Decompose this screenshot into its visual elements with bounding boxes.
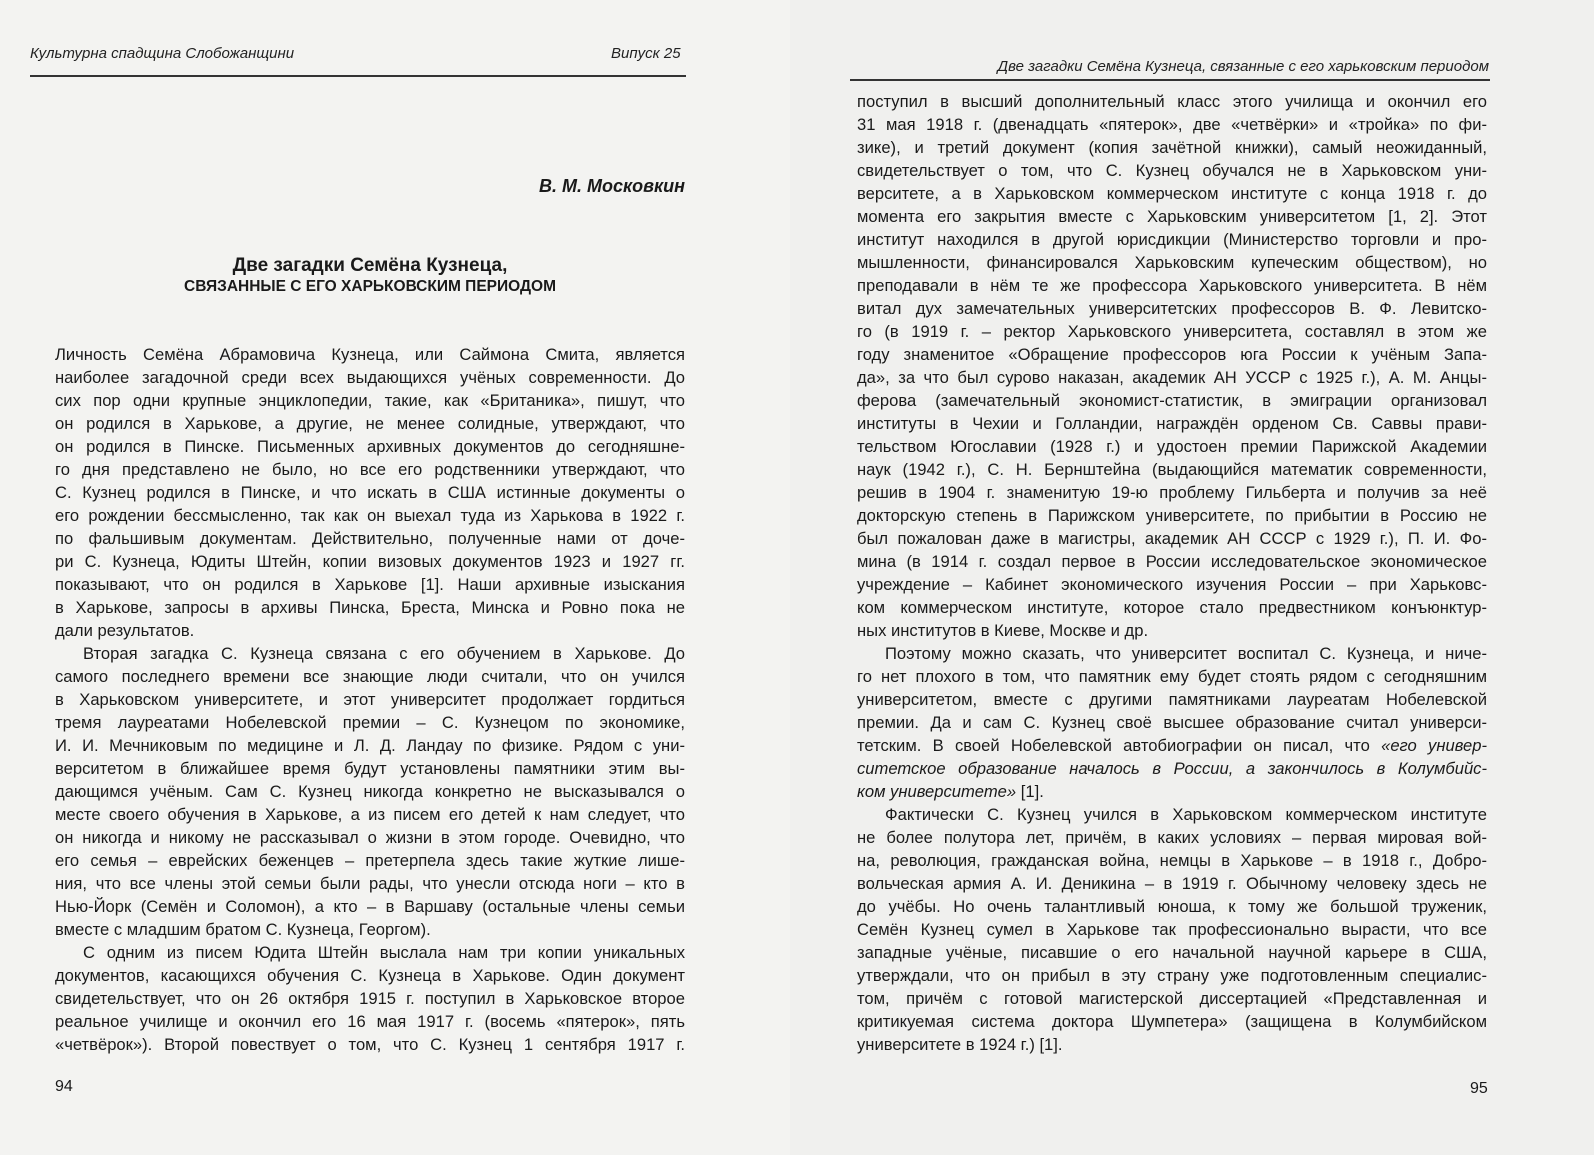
text-line: документов, касающихся обучения С. Кузнеца в Харькове. Один документ bbox=[55, 966, 685, 985]
text-line: ния, что все члены этой семьи были рады, что унесли отсюда ноги – кто в bbox=[55, 874, 685, 893]
text-line: самого последнего времени все знающие люди считали, что он учился bbox=[55, 667, 685, 686]
text-line: году знаменитое «Обращение профессоров юга России к учёным Запа- bbox=[857, 345, 1487, 364]
running-head: Культурна спадщина Слобожанщини bbox=[30, 45, 295, 62]
text-line: решив в 1904 г. знаменитую 19-ю проблему Гильберта и получив за неё bbox=[857, 483, 1487, 502]
text-line: по фальшивым документам. Действительно, полученные нами от доче- bbox=[55, 529, 685, 548]
running-head: Две загадки Семёна Кузнеца, связанные с его харьковским периодом bbox=[997, 58, 1489, 75]
text-line: мышленности, финансировался Харьковским купеческим обществом), но bbox=[857, 253, 1487, 272]
paragraph bbox=[55, 941, 685, 1056]
text-line: показывают, что он родился в Харькове [1]. Наши архивные изыскания bbox=[55, 575, 685, 594]
page-number: 94 bbox=[55, 1078, 73, 1095]
text-line: 31 мая 1918 г. (двенадцать «пятерок», две «четвёрки» и «тройка» по фи- bbox=[857, 115, 1487, 134]
text-line: преподавали в нём те же профессора Харьковского университета. В нём bbox=[857, 276, 1487, 295]
text-line: докторскую степень в Парижском университете, по прибытии в Россию не bbox=[857, 506, 1487, 525]
text-line: вместе с младшим братом С. Кузнеца, Георгом). bbox=[55, 920, 431, 939]
text-line: верситетом в ближайшее время будут установлены памятники этим вы- bbox=[55, 759, 685, 778]
text-line: университете в 1924 г.) [1]. bbox=[857, 1035, 1063, 1054]
text-line: до учёбы. Но очень талантливый юноша, к тому же большой труженик, bbox=[857, 897, 1487, 916]
text-segment: тетским. В своей Нобелевской автобиографии он писал, что bbox=[857, 736, 1382, 755]
text-line: С одним из писем Юдита Штейн выслала нам три копии уникальных bbox=[83, 943, 685, 962]
header-rule bbox=[30, 75, 686, 77]
text-line: утверждали, что он прибыл в эту страну уже подготовленным специалис- bbox=[857, 966, 1487, 985]
text-line: Фактически С. Кузнец учился в Харьковском коммерческом институте bbox=[885, 805, 1487, 824]
text-line: том, причём с готовой магистерской диссертацией «Представленная и bbox=[857, 989, 1487, 1008]
issue-number: Випуск 25 bbox=[611, 45, 681, 62]
text-line: свидетельствует, что он 26 октября 1915 г. поступил в Харьковское второе bbox=[55, 989, 685, 1008]
text-line: дали результатов. bbox=[55, 621, 195, 640]
text-line: Поэтому можно сказать, что университет воспитал С. Кузнеца, и ниче- bbox=[885, 644, 1487, 663]
text-line: институты в Чехии и Голландии, награждён орденом Св. Саввы прави- bbox=[857, 414, 1487, 433]
text-line: мина (в 1914 г. создал первое в России исследовательское экономическое bbox=[857, 552, 1487, 571]
text-line: Вторая загадка С. Кузнеца связана с его обучением в Харькове. До bbox=[83, 644, 685, 663]
text-line: да», за что был сурово наказан, академик АН УССР с 1925 г.), А. М. Анцы- bbox=[857, 368, 1487, 387]
text-line: витал дух замечательных университетских профессоров В. Ф. Левитско- bbox=[857, 299, 1487, 318]
text-line: го (в 1919 г. – ректор Харьковского университета, составлял в этом же bbox=[857, 322, 1487, 341]
body-text bbox=[55, 343, 685, 1056]
text-line: был пожалован даже в магистры, академик АН СССР с 1929 г.), П. И. Фо- bbox=[857, 529, 1487, 548]
text-line: «четвёрок»). Второй повествует о том, что С. Кузнец 1 сентября 1917 г. bbox=[55, 1035, 685, 1054]
text-line: в Харькове, запросы в архивы Пинска, Бреста, Минска и Ровно пока не bbox=[55, 598, 685, 617]
text-line: поступил в высший дополнительный класс этого училища и окончил его bbox=[857, 92, 1487, 111]
text-line: Личность Семёна Абрамовича Кузнеца, или Саймона Смита, является bbox=[55, 345, 685, 364]
text-line: в Харьковском университете, и этот университет продолжает гордиться bbox=[55, 690, 685, 709]
text-line: го дня представлено не было, но все его родственники утверждают, что bbox=[55, 460, 685, 479]
text-line: месте своего обучения в Харькове, а из писем его детей к нам следует, что bbox=[55, 805, 685, 824]
text-line: премии. Да и сам С. Кузнец своё высшее образование считал универси- bbox=[857, 713, 1487, 732]
text-line: ри С. Кузнеца, Юдиты Штейн, копии визовых документов 1923 и 1927 гг. bbox=[55, 552, 685, 571]
text-line bbox=[857, 757, 1487, 780]
body-text bbox=[857, 90, 1487, 1056]
text-line: его семья – еврейских беженцев – претерпела здесь такие жуткие лише- bbox=[55, 851, 685, 870]
text-line: момента его закрытия вместе с Харьковским университетом [1, 2]. Этот bbox=[857, 207, 1487, 226]
text-line: ком коммерческом институте, которое стало предвестником конъюнктур- bbox=[857, 598, 1487, 617]
text-line: он родился в Харькове, а другие, не менее солидные, утверждают, что bbox=[55, 414, 685, 433]
italic-quote: «его универ- bbox=[1381, 736, 1487, 755]
text-line: наук (1942 г.), С. Н. Бернштейна (выдающийся математик современности, bbox=[857, 460, 1487, 479]
italic-quote: ком университете» bbox=[857, 782, 1017, 801]
left-page bbox=[0, 0, 790, 1155]
text-line: институт находился в другой юрисдикции (Министерство торговли и про- bbox=[857, 230, 1487, 249]
paragraph bbox=[55, 343, 685, 642]
paragraph bbox=[857, 803, 1487, 1056]
article-subtitle: СВЯЗАННЫЕ С ЕГО ХАРЬКОВСКИМ ПЕРИОДОМ bbox=[184, 278, 556, 295]
text-line: го нет плохого в том, что памятник ему будет стоять рядом с сегодняшним bbox=[857, 667, 1487, 686]
paragraph bbox=[55, 642, 685, 941]
right-page bbox=[790, 0, 1594, 1155]
text-line: зике), и третий документ (копия зачётной книжки), самый неожиданный, bbox=[857, 138, 1487, 157]
text-line: тремя лауреатами Нобелевской премии – С. Кузнецом по экономике, bbox=[55, 713, 685, 732]
text-line: ных институтов в Киеве, Москве и др. bbox=[857, 621, 1149, 640]
text-line: на, революция, гражданская война, немцы в Харькове – в 1918 г., Добро- bbox=[857, 851, 1487, 870]
header-rule bbox=[850, 79, 1490, 81]
text-line: не более полутора лет, причём, в каких условиях – первая мировая вой- bbox=[857, 828, 1487, 847]
text-line: верситете, а в Харьковском коммерческом институте с конца 1918 г. до bbox=[857, 184, 1487, 203]
text-line: ферова (замечательный экономист-статистик, в эмиграции организовал bbox=[857, 391, 1487, 410]
text-line: вольческая армия А. И. Деникина – в 1919 г. Обычному человеку здесь не bbox=[857, 874, 1487, 893]
text-line: университетом, вместе с другими памятниками лауреатам Нобелевской bbox=[857, 690, 1487, 709]
text-line: С. Кузнец родился в Пинске, и что искать в США истинные документы о bbox=[55, 483, 685, 502]
text-line: он родился в Пинске. Письменных архивных документов до сегодняшне- bbox=[55, 437, 685, 456]
text-line bbox=[857, 780, 1487, 803]
text-line: Нью-Йорк (Семён и Соломон), а кто – в Варшаву (остальные члены семьи bbox=[55, 897, 685, 916]
article-title: Две загадки Семёна Кузнеца, bbox=[232, 255, 508, 276]
text-line: наиболее загадочной среди всех выдающихся учёных современности. До bbox=[55, 368, 685, 387]
text-line: западные учёные, писавшие о его начальной научной карьере в США, bbox=[857, 943, 1487, 962]
author: В. М. Московкин bbox=[539, 176, 685, 196]
text-line: учреждение – Кабинет экономического изучения России – при Харьковс- bbox=[857, 575, 1487, 594]
text-line: он никогда и никому не рассказывал о жизни в этом городе. Очевидно, что bbox=[55, 828, 685, 847]
paragraph bbox=[857, 90, 1487, 642]
italic-quote: ситетское образование началось в России, а закончилось в Колумбийс- bbox=[857, 759, 1487, 778]
text-line: тельством Югославии (1928 г.) и удостоен премии Парижской Академии bbox=[857, 437, 1487, 456]
text-line: критикуемая система доктора Шумпетера» (защищена в Колумбийском bbox=[857, 1012, 1487, 1031]
text-line: сих пор одни крупные энциклопедии, такие, как «Британика», пишут, что bbox=[55, 391, 685, 410]
text-line bbox=[857, 734, 1487, 757]
text-line: реальное училище и окончил его 16 мая 1917 г. (восемь «пятерок», пять bbox=[55, 1012, 685, 1031]
text-segment: [1]. bbox=[1016, 782, 1044, 801]
text-line: Семён Кузнец сумел в Харькове так профессионально вырасти, что все bbox=[857, 920, 1487, 939]
text-line: свидетельствует о том, что С. Кузнец обучался не в Харьковском уни- bbox=[857, 161, 1487, 180]
page-number: 95 bbox=[1470, 1080, 1488, 1097]
text-line: его рождении бессмысленно, так как он выехал туда из Харькова в 1922 г. bbox=[55, 506, 685, 525]
paragraph bbox=[857, 642, 1487, 803]
text-line: И. И. Мечниковым по медицине и Л. Д. Ландау по физике. Рядом с уни- bbox=[55, 736, 685, 755]
text-line: дающимся учёным. Сам С. Кузнец никогда конкретно не высказывался о bbox=[55, 782, 685, 801]
